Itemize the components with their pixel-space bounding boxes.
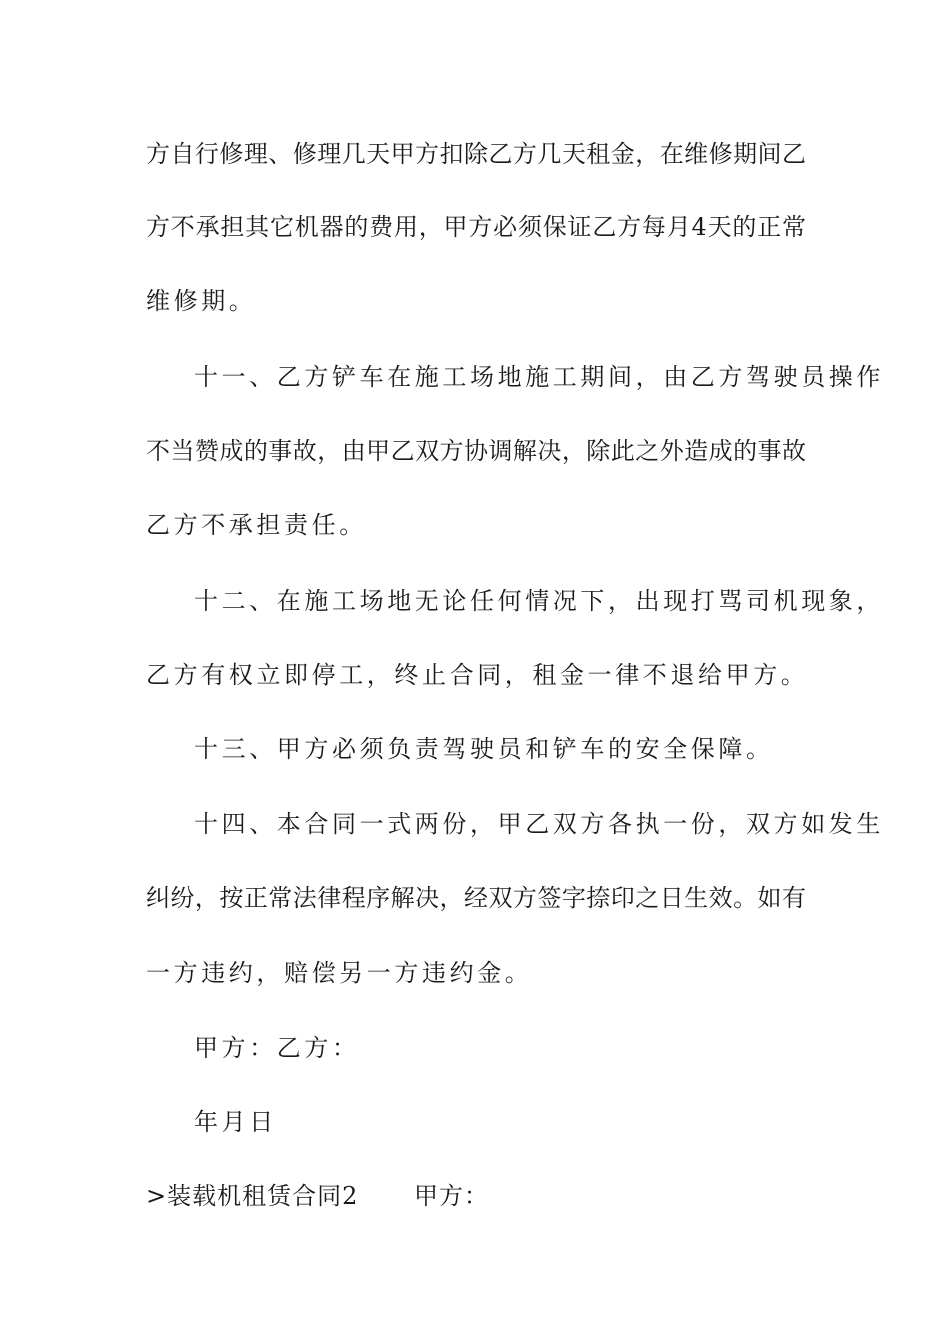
clause-12-line: 十二、在施工场地无论任何情况下，出现打骂司机现象， xyxy=(194,587,884,615)
paragraph-line: 方自行修理、修理几天甲方扣除乙方几天租金，在维修期间乙 xyxy=(146,140,806,168)
signature-date: 年月日 xyxy=(194,1108,277,1136)
paragraph-line: 乙方有权立即停工，终止合同，租金一律不退给甲方。 xyxy=(146,661,809,689)
paragraph-line: 不当赞成的事故，由甲乙双方协调解决，除此之外造成的事故 xyxy=(146,437,806,465)
paragraph-line: 纠纷，按正常法律程序解决，经双方签字捺印之日生效。如有 xyxy=(146,884,806,912)
next-contract-title: >装载机租赁合同2 xyxy=(146,1182,359,1210)
signature-parties: 甲方：乙方： xyxy=(194,1034,360,1062)
paragraph-line: 一方违约，赔偿另一方违约金。 xyxy=(146,959,533,987)
clause-14-line: 十四、本合同一式两份，甲乙双方各执一份，双方如发生 xyxy=(194,810,884,838)
paragraph-line: 方不承担其它机器的费用，甲方必须保证乙方每月4天的正常 xyxy=(146,213,806,241)
next-contract-party: 甲方： xyxy=(414,1182,490,1210)
paragraph-line: 乙方不承担责任。 xyxy=(146,511,367,539)
clause-11-line: 十一、乙方铲车在施工场地施工期间，由乙方驾驶员操作 xyxy=(194,363,884,391)
next-contract-header xyxy=(146,1181,489,1211)
clause-13-line: 十三、甲方必须负责驾驶员和铲车的安全保障。 xyxy=(194,735,774,763)
paragraph-line: 维修期。 xyxy=(146,287,257,315)
